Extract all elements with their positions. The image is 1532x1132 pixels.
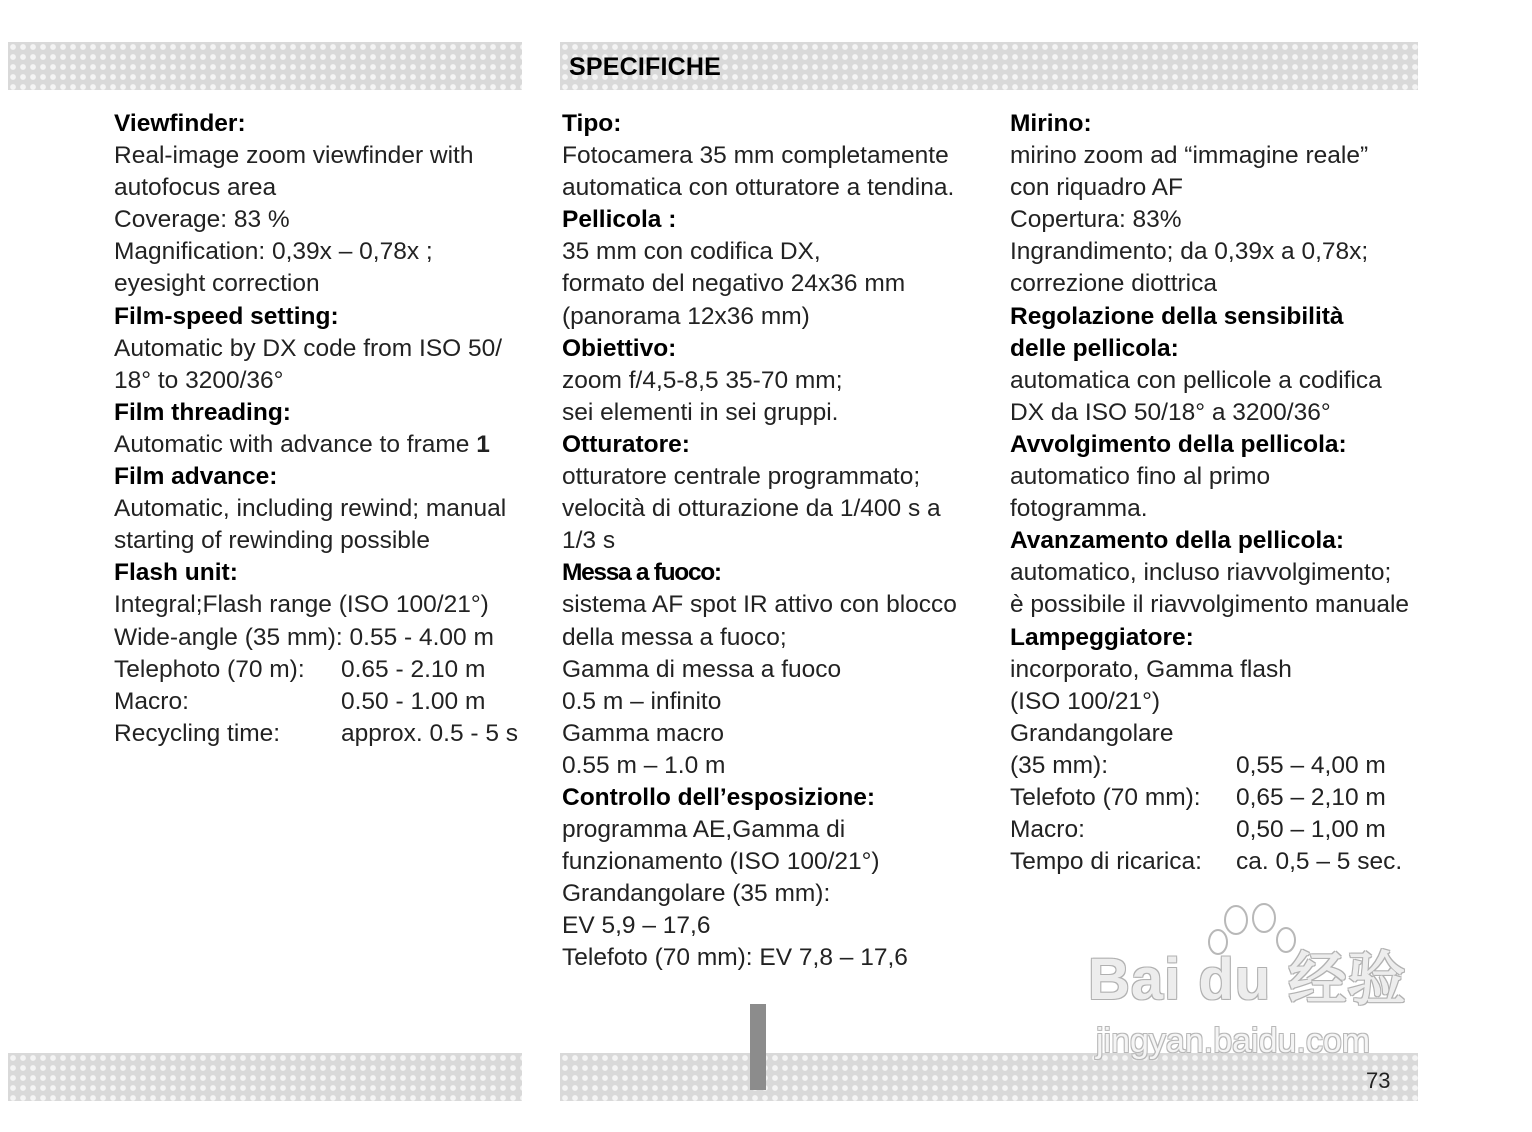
lampeggiatore-table-row	[1010, 750, 1430, 782]
messa-a-fuoco-line: Gamma di messa a fuoco	[562, 655, 842, 683]
top-left-dotted-band	[8, 42, 522, 90]
avvolgimento-heading: Avvolgimento della pellicola:	[1010, 430, 1347, 458]
italian-spec-column-a	[562, 108, 982, 975]
film-threading-text: Automatic with advance to frame	[114, 430, 477, 458]
lampeggiatore-table-row	[1010, 846, 1430, 878]
sensibilita-line: DX da ISO 50/18° a 3200/36°	[1010, 398, 1331, 426]
tipo-line: Fotocamera 35 mm completamente	[562, 142, 949, 170]
mirino-line: Ingrandimento; da 0,39x a 0,78x;	[1010, 238, 1369, 266]
mirino-line: mirino zoom ad “immagine reale”	[1010, 142, 1369, 170]
flash-table-value: 0.65 - 2.10 m	[341, 655, 486, 683]
lampeggiatore-table-label: (35 mm):	[1010, 751, 1108, 779]
lampeggiatore-table-value: 0,65 – 2,10 m	[1236, 783, 1386, 811]
viewfinder-line: eyesight correction	[114, 270, 320, 298]
avanzamento-heading: Avanzamento della pellicola:	[1010, 527, 1345, 555]
messa-a-fuoco-line: 0.5 m – infinito	[562, 687, 722, 715]
messa-a-fuoco-line: sistema AF spot IR attivo con blocco	[562, 591, 957, 619]
otturatore-line: otturatore centrale programmato;	[562, 463, 921, 491]
flash-table-label: Telephoto (70 m):	[114, 655, 305, 683]
esposizione-line: EV 5,9 – 17,6	[562, 912, 711, 940]
sensibilita-line: automatica con pellicole a codifica	[1010, 366, 1382, 394]
mirino-line: Copertura: 83%	[1010, 206, 1182, 234]
avanzamento-line: è possibile il riavvolgimento manuale	[1010, 591, 1410, 619]
flash-table-value: approx. 0.5 - 5 s	[341, 719, 519, 747]
lampeggiatore-table-value: ca. 0,5 – 5 sec.	[1236, 848, 1403, 876]
obiettivo-line: sei elementi in sei gruppi.	[562, 398, 839, 426]
esposizione-line: Telefoto (70 mm): EV 7,8 – 17,6	[562, 944, 908, 972]
lampeggiatore-table-label: Macro:	[1010, 816, 1085, 844]
watermark-url: jingyan.baidu.com	[1096, 1022, 1371, 1060]
otturatore-line: velocità di otturazione da 1/400 s a	[562, 495, 941, 523]
tipo-heading: Tipo:	[562, 110, 622, 137]
esposizione-line: Grandangolare (35 mm):	[562, 880, 831, 908]
esposizione-heading: Controllo dell’esposizione:	[562, 783, 876, 811]
messa-a-fuoco-line: della messa a fuoco;	[562, 623, 787, 651]
flash-table-label: Recycling time:	[114, 719, 281, 747]
mirino-line: correzione diottrica	[1010, 270, 1217, 298]
film-advance-line: starting of rewinding possible	[114, 527, 430, 555]
mirino-heading: Mirino:	[1010, 110, 1092, 137]
film-threading-frame: 1	[476, 430, 490, 458]
section-title: SPECIFICHE	[569, 53, 722, 81]
pellicola-line: formato del negativo 24x36 mm	[562, 270, 906, 298]
otturatore-heading: Otturatore:	[562, 430, 690, 458]
lampeggiatore-table-row	[1010, 782, 1430, 814]
film-advance-heading: Film advance:	[114, 463, 278, 491]
lampeggiatore-table-value: 0,55 – 4,00 m	[1236, 751, 1386, 779]
messa-a-fuoco-line: Gamma macro	[562, 719, 725, 747]
obiettivo-heading: Obiettivo:	[562, 334, 677, 362]
film-speed-line: Automatic by DX code from ISO 50/	[114, 334, 503, 362]
lampeggiatore-table-value: 0,50 – 1,00 m	[1236, 816, 1386, 844]
flash-table-value: 0.50 - 1.00 m	[341, 687, 486, 715]
page-number: 73	[1366, 1068, 1391, 1093]
esposizione-line: programma AE,Gamma di	[562, 816, 846, 844]
bottom-left-dotted-band	[8, 1053, 522, 1101]
viewfinder-line: Coverage: 83 %	[114, 206, 290, 234]
watermark-brand: Bai du 经验	[1088, 947, 1407, 1012]
flash-table-label: Macro:	[114, 687, 189, 715]
film-advance-line: Automatic, including rewind; manual	[114, 495, 507, 523]
english-spec-column	[114, 108, 534, 750]
messa-a-fuoco-heading: Messa a fuoco:	[562, 559, 721, 587]
flash-line: Integral;Flash range (ISO 100/21°)	[114, 591, 489, 619]
mirino-line: con riquadro AF	[1010, 174, 1183, 202]
viewfinder-heading: Viewfinder:	[114, 110, 246, 137]
film-speed-heading: Film-speed setting:	[114, 302, 339, 330]
sensibilita-heading: Regolazione della sensibilità	[1010, 302, 1344, 330]
avanzamento-line: automatico, incluso riavvolgimento;	[1010, 559, 1392, 587]
tipo-line: automatica con otturatore a tendina.	[562, 174, 955, 202]
viewfinder-line: Magnification: 0,39x – 0,78x ;	[114, 238, 433, 266]
flash-line: Wide-angle (35 mm): 0.55 - 4.00 m	[114, 623, 494, 651]
pellicola-heading: Pellicola :	[562, 206, 677, 234]
film-threading-heading: Film threading:	[114, 398, 291, 426]
lampeggiatore-heading: Lampeggiatore:	[1010, 623, 1194, 651]
avvolgimento-line: automatico fino al primo	[1010, 463, 1271, 491]
sensibilita-heading: delle pellicola:	[1010, 334, 1179, 362]
flash-table-row	[114, 686, 534, 718]
esposizione-line: funzionamento (ISO 100/21°)	[562, 848, 880, 876]
pellicola-line: 35 mm con codifica DX,	[562, 238, 821, 266]
flash-table-row	[114, 654, 534, 686]
film-speed-line: 18° to 3200/36°	[114, 366, 284, 394]
obiettivo-line: zoom f/4,5-8,5 35-70 mm;	[562, 366, 843, 394]
flash-unit-heading: Flash unit:	[114, 559, 238, 587]
messa-a-fuoco-line: 0.55 m – 1.0 m	[562, 751, 726, 779]
viewfinder-line: autofocus area	[114, 174, 277, 202]
pellicola-line: (panorama 12x36 mm)	[562, 302, 810, 330]
lampeggiatore-line: (ISO 100/21°)	[1010, 687, 1161, 715]
baidu-watermark	[1078, 900, 1448, 1070]
lampeggiatore-table-label: Telefoto (70 mm):	[1010, 783, 1201, 811]
lampeggiatore-line: incorporato, Gamma flash	[1010, 655, 1292, 683]
italian-spec-column-b	[1010, 108, 1430, 878]
lampeggiatore-line: Grandangolare	[1010, 719, 1174, 747]
viewfinder-line: Real-image zoom viewfinder with	[114, 142, 474, 170]
film-threading-line	[114, 429, 534, 461]
flash-table-row	[114, 718, 534, 750]
lampeggiatore-table-row	[1010, 814, 1430, 846]
avvolgimento-line: fotogramma.	[1010, 495, 1148, 523]
center-divider-bar	[750, 1004, 766, 1090]
lampeggiatore-table-label: Tempo di ricarica:	[1010, 848, 1202, 876]
otturatore-line: 1/3 s	[562, 527, 616, 555]
